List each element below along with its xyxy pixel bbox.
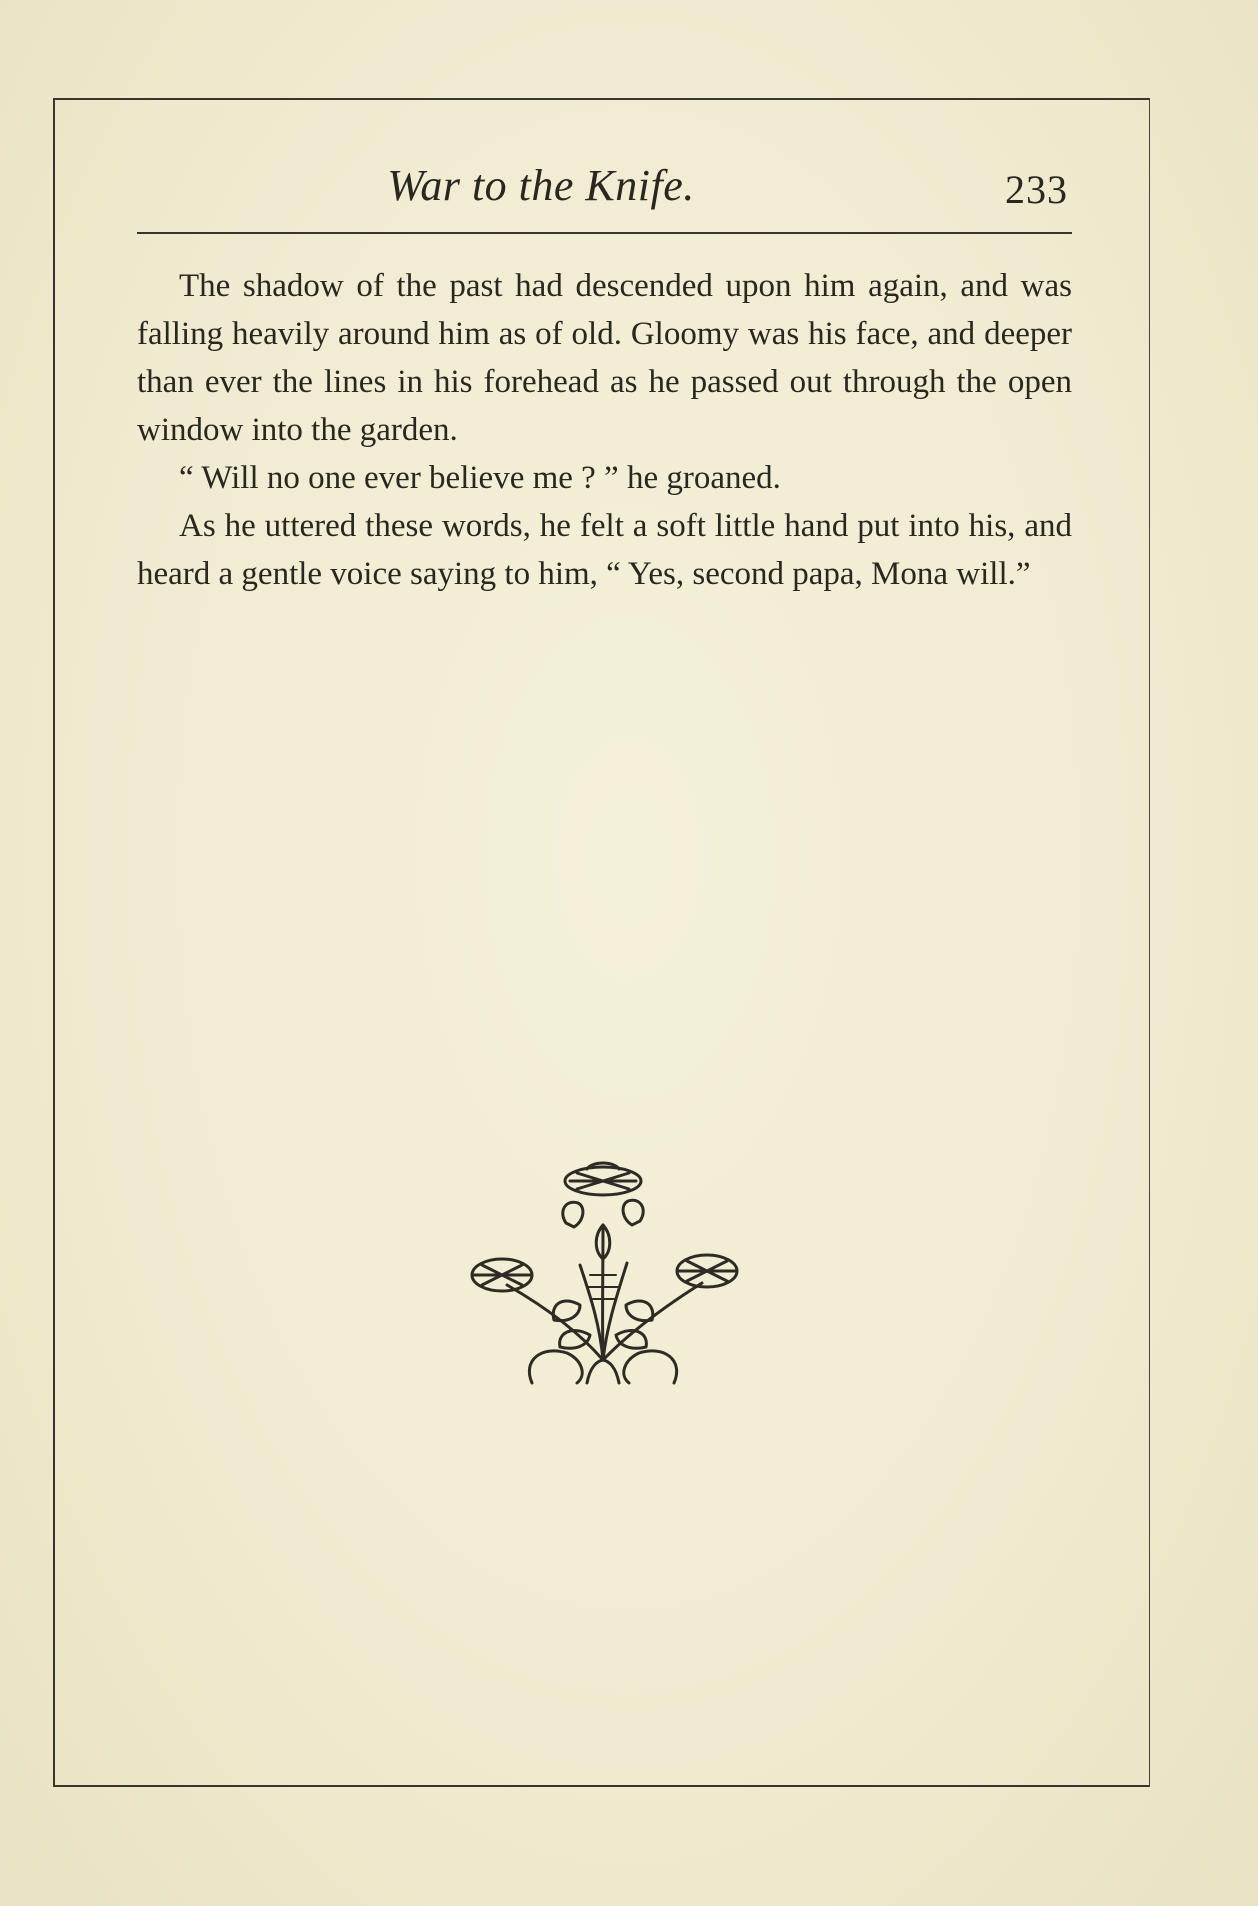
running-head: [137, 160, 1072, 220]
page-number: 233: [1005, 167, 1068, 212]
header-rule: [137, 232, 1072, 234]
body-text: [137, 262, 1072, 598]
paragraph: As he uttered these words, he felt a soft little hand put into his, and heard a gentle voice saying to him, “ Yes, second papa, Mona will.”: [137, 508, 1072, 592]
paragraph: The shadow of the past had descended upon him again, and was falling heavily around him as of old. Gloomy was his face, and deeper than ever the lines in his forehead as he passed out through the open window into the garden.: [137, 268, 1072, 448]
paragraph: “ Will no one ever believe me ? ” he groaned.: [179, 460, 781, 496]
running-head-title: War to the Knife.: [387, 161, 695, 210]
floral-tailpiece-icon: [462, 1155, 744, 1391]
